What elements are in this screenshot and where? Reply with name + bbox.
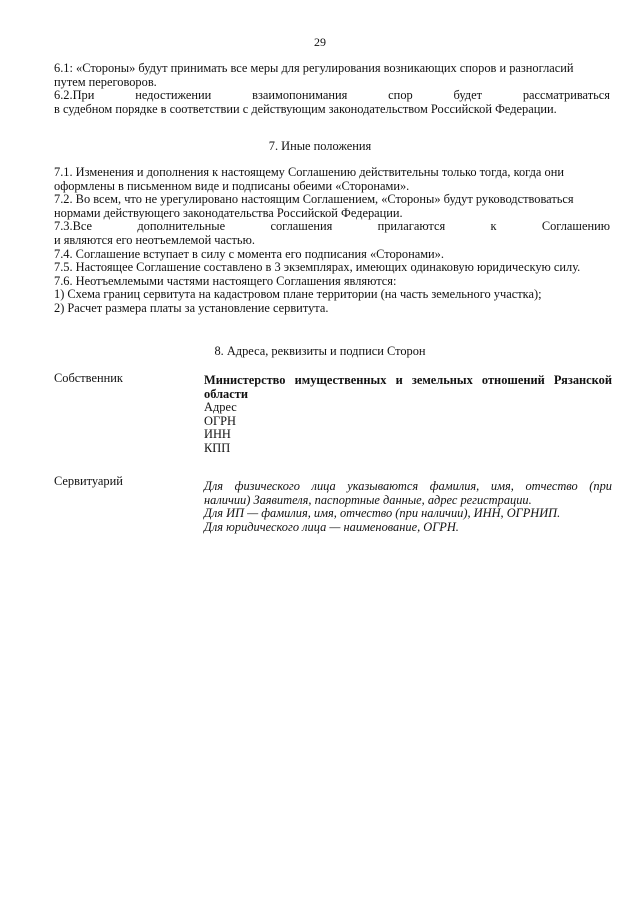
section-7 (54, 166, 610, 316)
owner-kpp-field: КПП (204, 440, 231, 455)
servitude-holder-line-1: Для физического лица указываются фамилия, имя, отчество (при (204, 479, 612, 493)
attachment-2: 2) Расчет размера платы за установление сервитута. (54, 300, 329, 315)
owner-label: Собственник (54, 371, 123, 385)
section-6 (54, 62, 610, 116)
servitude-holder-details (204, 480, 612, 534)
clause-7-1-line-2: оформлены в письменном виде и подписаны обеими «Сторонами». (54, 178, 410, 193)
clause-7-3-line-2: и являются его неотъемлемой частью. (54, 232, 255, 247)
clause-7-2-line-2: нормами действующего законодательства Российской Федерации. (54, 205, 403, 220)
owner-address-field: Адрес (204, 400, 237, 415)
clause-6-1-line-1: 6.1: «Стороны» будут принимать все меры для регулирования возникающих споров и разногласий (54, 61, 574, 75)
attachment-1: 1) Схема границ сервитута на кадастровом плане территории (на часть земельного участка); (54, 287, 542, 302)
owner-inn-field: ИНН (204, 427, 231, 442)
clause-7-3-line-1: 7.3.Все дополнительные соглашения прилагаются к Соглашению (54, 219, 610, 234)
clause-7-4: 7.4. Соглашение вступает в силу с момента его подписания «Сторонами». (54, 246, 444, 261)
servitude-holder-line-3: Для ИП — фамилия, имя, отчество (при наличии), ИНН, ОГРНИП. (204, 506, 561, 521)
servitude-holder-line-4: Для юридического лица — наименование, ОГРН. (204, 519, 459, 534)
clause-6-2-line-1: 6.2.При недостижении взаимопонимания спор будет рассматриваться (54, 88, 610, 103)
clause-7-1-line-1: 7.1. Изменения и дополнения к настоящему Соглашению действительны только тогда, когда они (54, 165, 564, 179)
section-8-heading: 8. Адреса, реквизиты и подписи Сторон (214, 344, 426, 358)
owner-name-line-1: Министерство имущественных и земельных отношений Рязанской (204, 373, 612, 387)
clause-6-2-line-2: в судебном порядке в соответствии с действующим законодательством Российской Федерации. (54, 101, 557, 116)
page-number: 29 (314, 35, 326, 49)
clause-7-5: 7.5. Настоящее Соглашение составлено в 3 экземплярах, имеющих одинаковую юридическую силу. (54, 260, 581, 275)
section-7-heading: 7. Иные положения (268, 139, 372, 153)
servitude-holder-line-2: наличии) Заявителя, паспортные данные, адрес регистрации. (204, 492, 532, 507)
clause-6-1-line-2: путем переговоров. (54, 74, 157, 89)
owner-details (204, 374, 612, 456)
servitude-holder-label: Сервитуарий (54, 474, 123, 488)
owner-name-line-2: области (204, 386, 248, 401)
clause-7-2-line-1: 7.2. Во всем, что не урегулировано настоящим Соглашением, «Стороны» будут руководствоваться (54, 192, 574, 207)
owner-ogrn-field: ОГРН (204, 413, 236, 428)
clause-7-6: 7.6. Неотъемлемыми частями настоящего Соглашения являются: (54, 273, 397, 288)
